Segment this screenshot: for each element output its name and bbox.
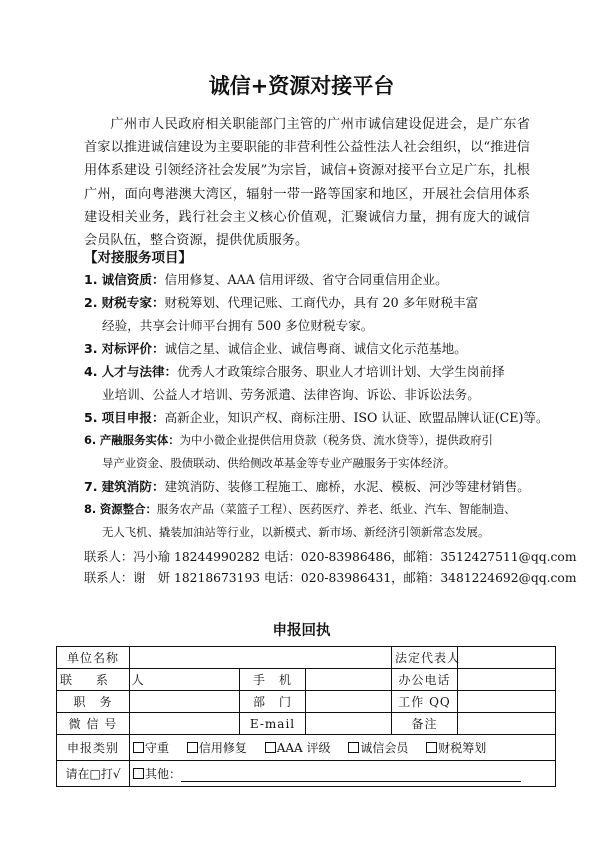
category-options <box>130 735 556 761</box>
remark-field[interactable] <box>458 713 556 735</box>
service-number: 8. <box>84 502 97 516</box>
form-title: 申报回执 <box>272 623 331 639</box>
intro-paragraph <box>84 113 530 252</box>
department-label: 部 门 <box>240 691 306 713</box>
service-heading: 诚信资质： <box>101 272 165 287</box>
service-item <box>84 429 534 475</box>
remark-label: 备注 <box>392 713 458 735</box>
service-item <box>84 360 534 406</box>
service-text: 经验，共享会计师平台拥有 500 多位财税专家。 <box>102 318 374 333</box>
contact-line <box>84 547 576 568</box>
form-row <box>57 761 556 787</box>
service-heading: 资源整合： <box>99 502 157 516</box>
service-item <box>84 498 534 544</box>
service-number: 5. <box>84 410 98 425</box>
service-heading: 产融服务实体： <box>99 433 180 447</box>
service-text: 高新企业，知识产权、商标注册、ISO 认证、欧盟品牌认证(CE)等。 <box>164 410 549 425</box>
service-text: 为中小微企业提供信用贷款（税务贷、流水贷等），提供政府引 <box>179 433 493 447</box>
contact-tel: 020-83986431， <box>300 571 404 585</box>
contact-name: 冯小瑜 <box>133 550 171 564</box>
unit-name-label: 单位名称 <box>57 647 130 669</box>
form-row <box>57 647 556 669</box>
service-number: 3. <box>84 341 98 356</box>
contact-tel: 020-83986486， <box>300 550 404 564</box>
contact-email-label: 邮箱： <box>403 550 441 564</box>
services-list <box>84 268 549 544</box>
contact-email[interactable]: 3512427511@qq.com <box>440 550 577 564</box>
form-row <box>57 735 556 761</box>
checkbox-icon[interactable] <box>426 742 437 753</box>
office-tel-label: 办公电话 <box>392 669 458 691</box>
legal-rep-label: 法定代表人 <box>392 647 458 669</box>
wechat-field[interactable] <box>130 713 240 735</box>
service-number: 4. <box>84 364 98 379</box>
service-heading: 财税专家： <box>101 295 165 310</box>
position-label: 职 务 <box>57 691 130 713</box>
position-field[interactable] <box>130 691 240 713</box>
other-option <box>130 761 556 787</box>
other-input-line[interactable] <box>181 768 521 782</box>
contacts-block <box>84 547 576 589</box>
wechat-label: 微 信 号 <box>57 713 130 735</box>
service-item <box>84 475 534 498</box>
service-text: 服务农产品（菜篮子工程）、医药医疗、养老、纸业、汽车、智能制造、 <box>156 502 516 516</box>
service-number: 6. <box>84 433 97 447</box>
service-number: 2. <box>84 295 98 310</box>
tick-hint: 请在□打√ <box>57 761 130 787</box>
contact-tel-label: 电话： <box>264 550 301 564</box>
option-aaa-rating[interactable]: AAA 评级 <box>265 739 331 756</box>
email-field[interactable] <box>306 713 392 735</box>
form-row <box>57 669 556 691</box>
contact-name: 谢 妍 <box>133 571 171 585</box>
work-qq-field[interactable] <box>458 691 556 713</box>
contact-label: 联系人： <box>84 550 134 564</box>
contact-email[interactable]: 3481224692@qq.com <box>440 571 577 585</box>
form-row <box>57 713 556 735</box>
other-label: 其他： <box>145 767 182 781</box>
application-form <box>56 646 556 787</box>
option-shouzhong[interactable]: 守重 <box>133 739 169 756</box>
service-heading: 建筑消防： <box>101 479 165 494</box>
option-member[interactable]: 诚信会员 <box>348 739 408 756</box>
service-item <box>84 337 534 360</box>
department-field[interactable] <box>306 691 392 713</box>
service-text: 业培训、公益人才培训、劳务派遣、法律咨询、诉讼、非诉讼法务。 <box>102 387 480 402</box>
unit-name-field[interactable] <box>130 647 392 669</box>
checkbox-icon[interactable] <box>265 742 276 753</box>
services-heading: 【对接服务项目】 <box>84 250 192 266</box>
category-label: 申报类别 <box>57 735 130 761</box>
service-number: 7. <box>84 479 98 494</box>
contact-line <box>84 568 576 589</box>
option-tax-planning[interactable]: 财税筹划 <box>426 739 486 756</box>
service-text: 无人飞机、撬装加油站等行业，以新模式、新市场、新经济引领新常态发展。 <box>102 525 490 539</box>
form-row <box>57 691 556 713</box>
contact-tel-label: 电话： <box>264 571 301 585</box>
service-heading: 人才与法律： <box>101 364 178 379</box>
service-item <box>84 268 534 291</box>
work-qq-label: 工作 QQ <box>392 691 458 713</box>
contact-email-label: 邮箱： <box>403 571 441 585</box>
service-number: 1. <box>84 272 98 287</box>
service-text: 财税筹划、代理记账、工商代办，具有 20 多年财税丰富 <box>164 295 479 310</box>
checkbox-icon[interactable] <box>133 768 144 779</box>
legal-rep-field[interactable] <box>458 647 556 669</box>
contact-label: 联系人： <box>84 571 134 585</box>
contact-mobile: 18218673193 <box>174 571 261 585</box>
checkbox-icon[interactable] <box>187 742 198 753</box>
phone-field[interactable] <box>306 669 392 691</box>
option-credit-repair[interactable]: 信用修复 <box>187 739 247 756</box>
service-heading: 项目申报： <box>101 410 165 425</box>
checkbox-icon[interactable] <box>133 742 144 753</box>
intro-text: 广州市人民政府相关职能部门主管的广州市诚信建设促进会，是广东省首家以推进诚信建设为主要职能的非营利性公益性法人社会组织，以“推进信用体系建设 引领经济社会发展”为宗旨，诚信+资源对接平台立足广东，扎根广州，面向粤港澳大湾区，辐射一带一路等国家和地区，开展社会信用体系建设相关业务，践行社会主义核心价值观，汇聚诚信力量，拥有庞大的诚信会员队伍，整合资源，提供优质服务。 <box>84 117 530 249</box>
contact-mobile: 18244990282 <box>174 550 261 564</box>
email-label: E-mail <box>240 713 306 735</box>
service-text: 诚信之星、诚信企业、诚信粤商、诚信文化示范基地。 <box>164 341 467 356</box>
service-text: 优秀人才政策综合服务、职业人才培训计划、大学生岗前择 <box>177 364 505 379</box>
service-item <box>84 291 534 337</box>
service-text: 导产业资金、股债联动、供给侧改革基金等专业产融服务于实体经济。 <box>102 456 456 470</box>
service-text: 建筑消防、装修工程施工、廊桥，水泥、模板、河沙等建材销售。 <box>164 479 530 494</box>
service-text: 信用修复、AAA 信用评级、省守合同重信用企业。 <box>164 272 448 287</box>
office-tel-field[interactable] <box>458 669 556 691</box>
service-item <box>84 406 549 429</box>
service-heading: 对标评价： <box>101 341 165 356</box>
contact-person-label: 联 系 人 <box>57 669 130 691</box>
checkbox-icon[interactable] <box>348 742 359 753</box>
phone-label: 手 机 <box>240 669 306 691</box>
page-title: 诚信+资源对接平台 <box>208 74 395 98</box>
